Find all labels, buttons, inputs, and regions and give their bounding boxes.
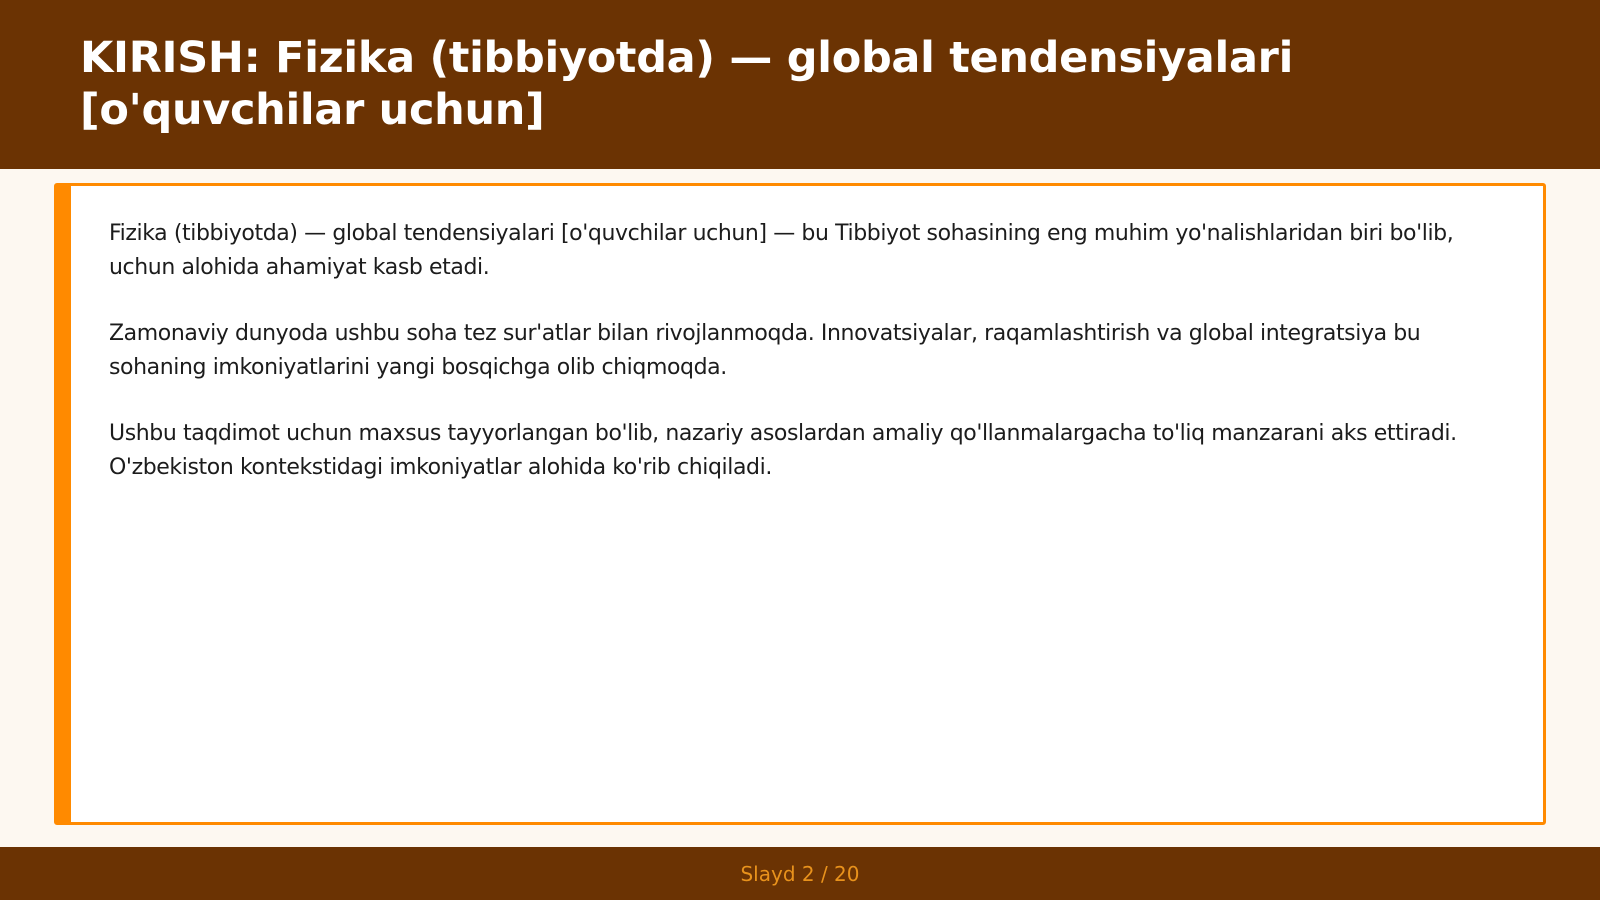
paragraph-intro: Fizika (tibbiyotda) — global tendensiyalari [o'quvchilar uchun] — bu Tibbiyot sohasining eng muhim yo'nalishlaridan biri bo'lib, uchun alohida ahamiyat kasb etadi. — [109, 221, 1454, 280]
paragraph-presentation-scope: Ushbu taqdimot uchun maxsus tayyorlangan bo'lib, nazariy asoslardan amaliy qo'llanmalargacha to'liq manzarani aks ettiradi. O'zbekiston kontekstidagi imkoniyatlar alohida ko'rib chiqiladi. — [109, 421, 1457, 480]
slide-number: Slayd 2 / 20 — [740, 861, 860, 886]
slide-footer — [0, 847, 1600, 900]
slide-header — [0, 0, 1600, 169]
paragraph-modern-world: Zamonaviy dunyoda ushbu soha tez sur'atlar bilan rivojlanmoqda. Innovatsiyalar, raqamlashtirish va global integratsiya bu sohaning imkoniyatlarini yangi bosqichga olib chiqmoqda. — [109, 321, 1421, 380]
slide-title: KIRISH: Fizika (tibbiyotda) — global tendensiyalari [o'quvchilar uchun] — [80, 33, 1294, 135]
content-panel — [54, 183, 1546, 825]
